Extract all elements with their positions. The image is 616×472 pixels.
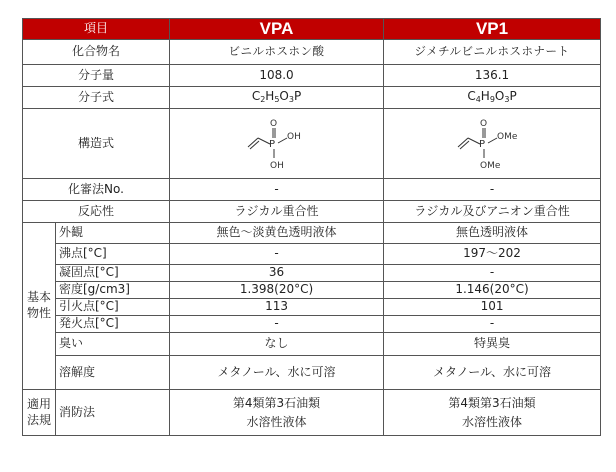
label-freezing-point: 凝固点[°C]: [56, 265, 170, 282]
label-reactivity: 反応性: [23, 201, 170, 223]
label-flash-point: 引火点[°C]: [56, 299, 170, 316]
label-compound-name: 化合物名: [23, 40, 170, 65]
value-compound-name-vpa: ビニルホスホン酸: [170, 40, 384, 65]
header-product-vp1: VP1: [384, 19, 601, 40]
vpa-hydroxyl-2: OH: [269, 160, 284, 171]
value-density-vp1: 1.146(20°C): [384, 282, 601, 299]
value-compound-name-vp1: ジメチルビニルホスホナート: [384, 40, 601, 65]
label-fire-service-act: 消防法: [56, 390, 170, 436]
value-flash-point-vpa: 113: [170, 299, 384, 316]
label-ignition-point: 発火点[°C]: [56, 316, 170, 333]
group-regulations: 適用 法規: [23, 390, 56, 436]
value-odor-vp1: 特異臭: [384, 333, 601, 356]
vp1-methoxy-1: OMe: [497, 131, 518, 142]
value-reactivity-vp1: ラジカル及びアニオン重合性: [384, 201, 601, 223]
value-appearance-vp1: 無色透明液体: [384, 223, 601, 244]
value-solubility-vpa: メタノール、水に可溶: [170, 356, 384, 390]
label-chemical-law-no: 化審法No.: [23, 179, 170, 201]
row-ignition-point: [23, 316, 601, 333]
row-chemical-law-no: [23, 179, 601, 201]
row-compound-name: [23, 40, 601, 65]
group-basic-properties: 基本 物性: [23, 223, 56, 390]
value-molecular-formula-vpa: $C_2H_5O_3P$: [170, 87, 384, 109]
structure-vp1-diagram: [452, 112, 532, 172]
vp1-phosphorus: P: [479, 138, 486, 150]
row-odor: [23, 333, 601, 356]
value-molecular-weight-vp1: 136.1: [384, 65, 601, 87]
value-fire-service-act-vpa: 第4類第3石油類 水溶性液体: [170, 390, 384, 436]
vpa-phosphorus: P: [268, 138, 275, 150]
vp1-oxygen: O: [480, 118, 488, 129]
row-density: [23, 282, 601, 299]
row-reactivity: [23, 201, 601, 223]
structure-vpa-diagram: [242, 112, 312, 172]
value-appearance-vpa: 無色～淡黄色透明液体: [170, 223, 384, 244]
value-freezing-point-vp1: -: [384, 265, 601, 282]
vpa-hydroxyl-1: OH: [286, 131, 301, 142]
value-boiling-point-vpa: -: [170, 244, 384, 265]
value-chemical-law-no-vpa: -: [170, 179, 384, 201]
row-boiling-point: [23, 244, 601, 265]
value-ignition-point-vp1: -: [384, 316, 601, 333]
value-flash-point-vp1: 101: [384, 299, 601, 316]
label-boiling-point: 沸点[°C]: [56, 244, 170, 265]
value-freezing-point-vpa: 36: [170, 265, 384, 282]
label-molecular-weight: 分子量: [23, 65, 170, 87]
value-ignition-point-vpa: -: [170, 316, 384, 333]
row-molecular-weight: [23, 65, 601, 87]
row-molecular-formula: [23, 87, 601, 109]
value-density-vpa: 1.398(20°C): [170, 282, 384, 299]
value-molecular-formula-vp1: $C_4H_9O_3P$: [384, 87, 601, 109]
label-odor: 臭い: [56, 333, 170, 356]
comparison-table: [22, 18, 601, 436]
value-structure-vpa: [170, 109, 384, 179]
row-fire-service-act: [23, 390, 601, 436]
label-structure: 構造式: [23, 109, 170, 179]
row-solubility: [23, 356, 601, 390]
row-flash-point: [23, 299, 601, 316]
row-structure: [23, 109, 601, 179]
value-odor-vpa: なし: [170, 333, 384, 356]
vpa-oxygen: O: [269, 118, 277, 129]
label-molecular-formula: 分子式: [23, 87, 170, 109]
header-product-vpa: VPA: [170, 19, 384, 40]
header-item: 項目: [23, 19, 170, 40]
header-row: [23, 19, 601, 40]
value-reactivity-vpa: ラジカル重合性: [170, 201, 384, 223]
label-appearance: 外観: [56, 223, 170, 244]
row-appearance: [23, 223, 601, 244]
row-freezing-point: [23, 265, 601, 282]
value-chemical-law-no-vp1: -: [384, 179, 601, 201]
value-molecular-weight-vpa: 108.0: [170, 65, 384, 87]
label-density: 密度[g/cm3]: [56, 282, 170, 299]
vp1-methoxy-2: OMe: [480, 160, 501, 171]
value-structure-vp1: [384, 109, 601, 179]
value-solubility-vp1: メタノール、水に可溶: [384, 356, 601, 390]
value-boiling-point-vp1: 197～202: [384, 244, 601, 265]
value-fire-service-act-vp1: 第4類第3石油類 水溶性液体: [384, 390, 601, 436]
label-solubility: 溶解度: [56, 356, 170, 390]
